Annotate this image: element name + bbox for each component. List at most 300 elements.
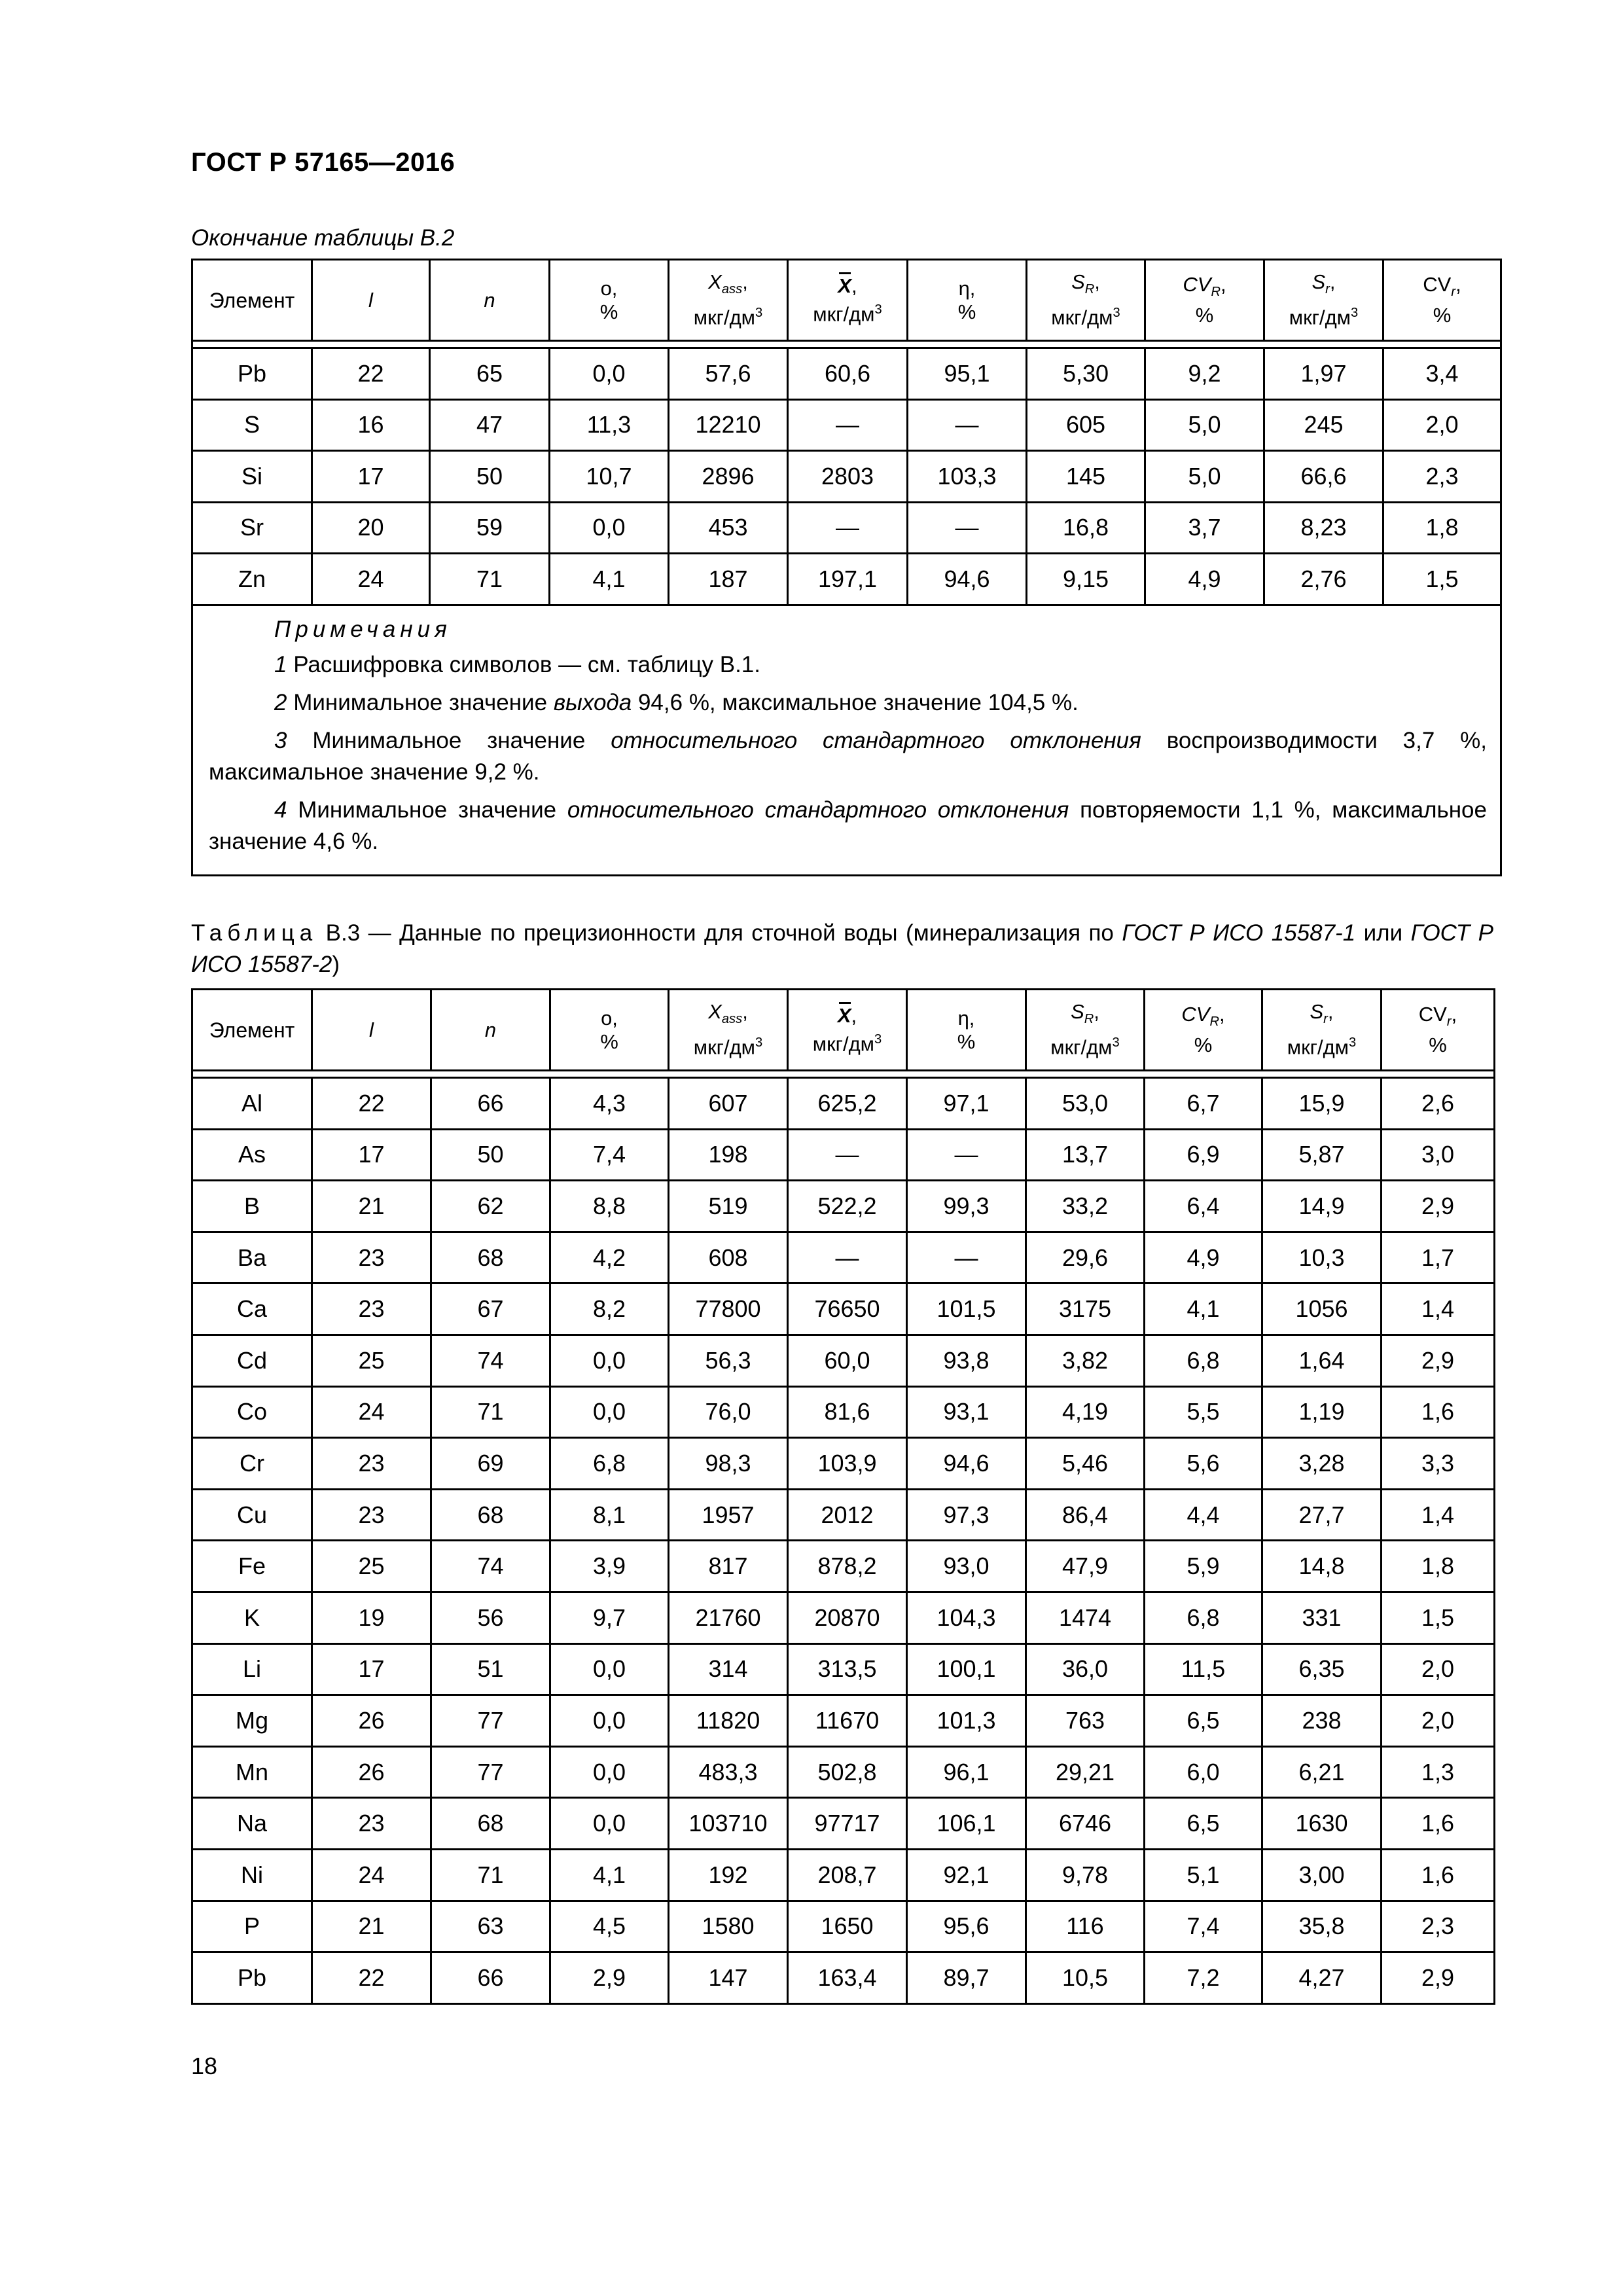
table-cell: 7,4 xyxy=(1145,1901,1262,1952)
col-header-cv-lower: $CV_r$, % xyxy=(1383,260,1501,341)
table-cell: 25 xyxy=(312,1541,431,1592)
table-cell: 100,1 xyxy=(907,1643,1026,1695)
table-cell: 6,4 xyxy=(1145,1181,1262,1232)
table-cell: 29,6 xyxy=(1026,1232,1145,1283)
table-cell: 93,1 xyxy=(907,1386,1026,1438)
table-cell: 4,5 xyxy=(550,1901,669,1952)
table-cell: 97,3 xyxy=(907,1489,1026,1541)
table-cell: 69 xyxy=(431,1438,550,1490)
table-cell: 4,3 xyxy=(550,1078,669,1130)
table-cell: As xyxy=(192,1129,312,1181)
col-header-sr-upper: $S_R$, мкг/$дм^3$ xyxy=(1027,260,1145,341)
table-cell: 4,27 xyxy=(1262,1952,1382,2004)
table-cell: 27,7 xyxy=(1262,1489,1382,1541)
table-cell: 6,8 xyxy=(1145,1592,1262,1643)
table-cell: 0,0 xyxy=(550,1386,669,1438)
table-cell: Co xyxy=(192,1386,312,1438)
table-cell: 47 xyxy=(430,399,550,451)
table-cell: 5,87 xyxy=(1262,1129,1382,1181)
table-row xyxy=(192,399,1501,451)
table-cell: 5,5 xyxy=(1145,1386,1262,1438)
table-cell: 50 xyxy=(431,1129,550,1181)
table-cell: 3,0 xyxy=(1382,1129,1495,1181)
table-cell: 245 xyxy=(1264,399,1383,451)
table-cell: 103710 xyxy=(669,1798,788,1850)
table-cell: 77800 xyxy=(669,1283,788,1335)
table-cell: 35,8 xyxy=(1262,1901,1382,1952)
table-cell: 22 xyxy=(312,1952,431,2004)
table-row xyxy=(192,1798,1495,1850)
table-cell: 9,7 xyxy=(550,1592,669,1643)
table-cell: 2896 xyxy=(669,451,788,503)
table-row xyxy=(192,1335,1495,1386)
col-header-xbar: X, мкг/$дм^3$ xyxy=(788,990,907,1071)
table-cell: 625,2 xyxy=(788,1078,907,1130)
table-cell: 10,3 xyxy=(1262,1232,1382,1283)
table-row xyxy=(192,502,1501,554)
table-cell: 20 xyxy=(312,502,430,554)
col-header-xbar: X, мкг/$дм^3$ xyxy=(788,260,908,341)
table-cell: 67 xyxy=(431,1283,550,1335)
table-cell: Na xyxy=(192,1798,312,1850)
table-cell: 1,4 xyxy=(1382,1283,1495,1335)
table-cell: Pb xyxy=(192,1952,312,2004)
note-1: 1 Расшифровка символов — см. таблицу В.1. xyxy=(274,651,760,677)
table-cell: 15,9 xyxy=(1262,1078,1382,1130)
table-cell: 4,9 xyxy=(1145,554,1264,605)
table-cell: 8,8 xyxy=(550,1181,669,1232)
table-cell: 5,46 xyxy=(1026,1438,1145,1490)
table-cell: 9,2 xyxy=(1145,348,1264,400)
table-cell: 66 xyxy=(431,1952,550,2004)
table-cell: 817 xyxy=(669,1541,788,1592)
table-cell: Ca xyxy=(192,1283,312,1335)
table-cell: 1474 xyxy=(1026,1592,1145,1643)
table-cell: 192 xyxy=(669,1849,788,1901)
table-cell: 6746 xyxy=(1026,1798,1145,1850)
table-cell: 20870 xyxy=(788,1592,907,1643)
table-cell: 106,1 xyxy=(907,1798,1026,1850)
table-cell: 97,1 xyxy=(907,1078,1026,1130)
table-cell: — xyxy=(908,399,1027,451)
table-cell: 1650 xyxy=(788,1901,907,1952)
table-cell: 23 xyxy=(312,1489,431,1541)
table-cell: 8,2 xyxy=(550,1283,669,1335)
table-cell: P xyxy=(192,1901,312,1952)
table-cell: 9,15 xyxy=(1027,554,1145,605)
table-cell: — xyxy=(788,1232,907,1283)
table-cell: 5,1 xyxy=(1145,1849,1262,1901)
table-cell: S xyxy=(192,399,312,451)
table-row xyxy=(192,348,1501,400)
table-cell: 331 xyxy=(1262,1592,1382,1643)
table-cell: 26 xyxy=(312,1746,431,1798)
col-header-sr-lower: $S_r$, мкг/$дм^3$ xyxy=(1262,990,1382,1071)
table-cell: 95,6 xyxy=(907,1901,1026,1952)
table-cell: 2,76 xyxy=(1264,554,1383,605)
table-cell: 0,0 xyxy=(550,1798,669,1850)
table-row xyxy=(192,1386,1495,1438)
table-cell: 59 xyxy=(430,502,550,554)
notes-cell xyxy=(192,605,1501,875)
table-row xyxy=(192,1283,1495,1335)
col-header-eta: η, % xyxy=(908,260,1027,341)
table-cell: 1,3 xyxy=(1382,1746,1495,1798)
table-cell: Zn xyxy=(192,554,312,605)
table-cell: 6,8 xyxy=(1145,1335,1262,1386)
note-2: 2 Минимальное значение выхода 94,6 %, максимальное значение 104,5 %. xyxy=(274,689,1079,715)
table-cell: 5,6 xyxy=(1145,1438,1262,1490)
table-cell: 197,1 xyxy=(788,554,908,605)
table-cell: 11,3 xyxy=(550,399,669,451)
table-cell: — xyxy=(788,1129,907,1181)
table-cell: 5,0 xyxy=(1145,451,1264,503)
table-cell: 12210 xyxy=(669,399,788,451)
table-cell: 17 xyxy=(312,1643,431,1695)
table-cell: 95,1 xyxy=(908,348,1027,400)
table-cell: Al xyxy=(192,1078,312,1130)
table-cell: 10,5 xyxy=(1026,1952,1145,2004)
page-number: 18 xyxy=(191,2053,218,2079)
table-cell: 7,4 xyxy=(550,1129,669,1181)
table-cell: 522,2 xyxy=(788,1181,907,1232)
table-cell: 8,1 xyxy=(550,1489,669,1541)
table-cell: 93,8 xyxy=(907,1335,1026,1386)
table-cell: 605 xyxy=(1027,399,1145,451)
table-cell: 86,4 xyxy=(1026,1489,1145,1541)
table-cell: 6,8 xyxy=(550,1438,669,1490)
table-cell: Pb xyxy=(192,348,312,400)
table-cell: 21 xyxy=(312,1181,431,1232)
table-row xyxy=(192,1695,1495,1747)
table-cell: 68 xyxy=(431,1489,550,1541)
table-row xyxy=(192,1901,1495,1952)
table-cell: 21760 xyxy=(669,1592,788,1643)
table-cell: Mn xyxy=(192,1746,312,1798)
table-cell: 0,0 xyxy=(550,1746,669,1798)
table-cell: 0,0 xyxy=(550,1643,669,1695)
table-cell: 24 xyxy=(312,1386,431,1438)
table-cell: 16 xyxy=(312,399,430,451)
table-cell: Cu xyxy=(192,1489,312,1541)
table-cell: 23 xyxy=(312,1438,431,1490)
table-cell: 0,0 xyxy=(550,348,669,400)
table-cell: 4,1 xyxy=(550,554,669,605)
table-cell: 1,19 xyxy=(1262,1386,1382,1438)
table-cell: 36,0 xyxy=(1026,1643,1145,1695)
table-b2-end xyxy=(191,259,1502,876)
table-cell: 4,1 xyxy=(1145,1283,1262,1335)
table-cell: 71 xyxy=(431,1849,550,1901)
table-cell: 97717 xyxy=(788,1798,907,1850)
table-cell: 11820 xyxy=(669,1695,788,1747)
table-cell: 56 xyxy=(431,1592,550,1643)
table-cell: 99,3 xyxy=(907,1181,1026,1232)
col-header-n: n xyxy=(430,260,550,341)
header-row xyxy=(192,990,1495,1071)
table-cell: 763 xyxy=(1026,1695,1145,1747)
table-cell: B xyxy=(192,1181,312,1232)
col-header-l: l xyxy=(312,260,430,341)
table-cell: 23 xyxy=(312,1232,431,1283)
table-cell: 103,9 xyxy=(788,1438,907,1490)
note-3: 3 Минимальное значение относительного стандартного отклонения воспроизводимости 3,7 %, максимальное значение 9,2 %. xyxy=(209,727,1488,785)
table-cell: 11,5 xyxy=(1145,1643,1262,1695)
table-cell: 163,4 xyxy=(788,1952,907,2004)
table-cell: 1056 xyxy=(1262,1283,1382,1335)
table-cell: 14,9 xyxy=(1262,1181,1382,1232)
col-header-element: Элемент xyxy=(192,990,312,1071)
table-cell: 3,00 xyxy=(1262,1849,1382,1901)
table-cell: 21 xyxy=(312,1901,431,1952)
table-cell: 2803 xyxy=(788,451,908,503)
table-cell: 8,23 xyxy=(1264,502,1383,554)
table-cell: 6,5 xyxy=(1145,1798,1262,1850)
table-cell: 98,3 xyxy=(669,1438,788,1490)
table-cell: 502,8 xyxy=(788,1746,907,1798)
table-cell: 2012 xyxy=(788,1489,907,1541)
table-cell: 1,4 xyxy=(1382,1489,1495,1541)
table-cell: 4,4 xyxy=(1145,1489,1262,1541)
table-cell: 17 xyxy=(312,1129,431,1181)
table-cell: 1630 xyxy=(1262,1798,1382,1850)
table-cell: 53,0 xyxy=(1026,1078,1145,1130)
table-cell: 68 xyxy=(431,1798,550,1850)
table-cell: 93,0 xyxy=(907,1541,1026,1592)
table-cell: 51 xyxy=(431,1643,550,1695)
table-cell: 6,5 xyxy=(1145,1695,1262,1747)
col-header-sr-lower: $S_r$, мкг/$дм^3$ xyxy=(1264,260,1383,341)
table-cell: 4,1 xyxy=(550,1849,669,1901)
table-cell: 22 xyxy=(312,348,430,400)
table-cell: 3,4 xyxy=(1383,348,1501,400)
table-cell: 17 xyxy=(312,451,430,503)
table-cell: 104,3 xyxy=(907,1592,1026,1643)
table-cell: 2,3 xyxy=(1382,1901,1495,1952)
table-cell: — xyxy=(788,399,908,451)
table-cell: 1,64 xyxy=(1262,1335,1382,1386)
table-b3 xyxy=(191,988,1495,2005)
table-cell: 24 xyxy=(312,1849,431,1901)
col-header-cv-upper: $CV_R$, % xyxy=(1145,990,1262,1071)
note-4: 4 Минимальное значение относительного стандартного отклонения повторяемости 1,1 %, максимальное значение 4,6 %. xyxy=(209,797,1487,854)
table-row xyxy=(192,1232,1495,1283)
table-cell: 6,21 xyxy=(1262,1746,1382,1798)
table-cell: 187 xyxy=(669,554,788,605)
table-cell: 57,6 xyxy=(669,348,788,400)
table-cell: 1,6 xyxy=(1382,1386,1495,1438)
notes-heading: Примечания xyxy=(274,616,452,642)
table-cell: 0,0 xyxy=(550,1695,669,1747)
table-cell: 89,7 xyxy=(907,1952,1026,2004)
table-cell: 607 xyxy=(669,1078,788,1130)
table-cell: 68 xyxy=(431,1232,550,1283)
table-cell: 0,0 xyxy=(550,502,669,554)
table-cell: 6,9 xyxy=(1145,1129,1262,1181)
table-cell: 74 xyxy=(431,1335,550,1386)
table-cell: 4,19 xyxy=(1026,1386,1145,1438)
table-cell: — xyxy=(907,1129,1026,1181)
table-row xyxy=(192,1952,1495,2004)
table-cell: 66,6 xyxy=(1264,451,1383,503)
table-row xyxy=(192,1129,1495,1181)
table-cell: Cr xyxy=(192,1438,312,1490)
table-cell: 13,7 xyxy=(1026,1129,1145,1181)
table-cell: 16,8 xyxy=(1027,502,1145,554)
table-cell: 29,21 xyxy=(1026,1746,1145,1798)
table-cell: 878,2 xyxy=(788,1541,907,1592)
col-header-sr-upper: $S_R$, мкг/$дм^3$ xyxy=(1026,990,1145,1071)
table-cell: — xyxy=(907,1232,1026,1283)
table-cell: 1957 xyxy=(669,1489,788,1541)
table-cell: 2,9 xyxy=(1382,1181,1495,1232)
table-cell: Fe xyxy=(192,1541,312,1592)
col-header-xass: $X_{ass}$, мкг/$дм^3$ xyxy=(669,990,788,1071)
table-cell: — xyxy=(908,502,1027,554)
table-cell: K xyxy=(192,1592,312,1643)
table-cell: Sr xyxy=(192,502,312,554)
table-cell: 198 xyxy=(669,1129,788,1181)
table-cell: — xyxy=(788,502,908,554)
document-title: ГОСТ Р 57165—2016 xyxy=(191,148,455,177)
table-row xyxy=(192,1746,1495,1798)
table-cell: 25 xyxy=(312,1335,431,1386)
table-cell: 76,0 xyxy=(669,1386,788,1438)
table-cell: 313,5 xyxy=(788,1643,907,1695)
table-cell: 92,1 xyxy=(907,1849,1026,1901)
table-cell: 608 xyxy=(669,1232,788,1283)
table-cell: Cd xyxy=(192,1335,312,1386)
table-row xyxy=(192,1438,1495,1490)
table-cell: 2,0 xyxy=(1383,399,1501,451)
table-cell: 145 xyxy=(1027,451,1145,503)
table-cell: 7,2 xyxy=(1145,1952,1262,2004)
table-cell: 4,9 xyxy=(1145,1232,1262,1283)
table-cell: Ba xyxy=(192,1232,312,1283)
table-cell: 10,7 xyxy=(550,451,669,503)
col-header-element: Элемент xyxy=(192,260,312,341)
table-cell: 0,0 xyxy=(550,1335,669,1386)
table-row xyxy=(192,1078,1495,1130)
table-cell: 5,30 xyxy=(1027,348,1145,400)
table-cell: 1,6 xyxy=(1382,1849,1495,1901)
table-row xyxy=(192,451,1501,503)
table-cell: 76650 xyxy=(788,1283,907,1335)
table-cell: 60,6 xyxy=(788,348,908,400)
col-header-l: l xyxy=(312,990,431,1071)
table-cell: 2,0 xyxy=(1382,1695,1495,1747)
table-row xyxy=(192,554,1501,605)
table-cell: 2,9 xyxy=(1382,1335,1495,1386)
notes-row xyxy=(192,605,1501,875)
table-cell: 71 xyxy=(431,1386,550,1438)
table-cell: 238 xyxy=(1262,1695,1382,1747)
table-cell: 519 xyxy=(669,1181,788,1232)
table-cell: 3,9 xyxy=(550,1541,669,1592)
table-cell: 101,5 xyxy=(907,1283,1026,1335)
table-cell: 1,7 xyxy=(1382,1232,1495,1283)
table-cell: 3175 xyxy=(1026,1283,1145,1335)
table-cell: 56,3 xyxy=(669,1335,788,1386)
table-cell: 62 xyxy=(431,1181,550,1232)
table-cell: 77 xyxy=(431,1746,550,1798)
table-cell: 81,6 xyxy=(788,1386,907,1438)
table-cell: 2,0 xyxy=(1382,1643,1495,1695)
table-cell: 24 xyxy=(312,554,430,605)
table-cell: 3,82 xyxy=(1026,1335,1145,1386)
table-cell: 66 xyxy=(431,1078,550,1130)
table-cell: 147 xyxy=(669,1952,788,2004)
table-cell: 3,28 xyxy=(1262,1438,1382,1490)
table-cell: 50 xyxy=(430,451,550,503)
table-cell: Si xyxy=(192,451,312,503)
table-cell: 3,3 xyxy=(1382,1438,1495,1490)
table-cell: 22 xyxy=(312,1078,431,1130)
table-cell: 1,8 xyxy=(1382,1541,1495,1592)
table-cell: 2,3 xyxy=(1383,451,1501,503)
col-header-n: n xyxy=(431,990,550,1071)
table-cell: 94,6 xyxy=(908,554,1027,605)
col-header-o: o, % xyxy=(550,990,669,1071)
table-cell: 1,8 xyxy=(1383,502,1501,554)
table-cell: 63 xyxy=(431,1901,550,1952)
table-row xyxy=(192,1849,1495,1901)
table-cell: 2,9 xyxy=(1382,1952,1495,2004)
table-cell: Mg xyxy=(192,1695,312,1747)
table-row xyxy=(192,1643,1495,1695)
table-cell: 19 xyxy=(312,1592,431,1643)
table-cell: 9,78 xyxy=(1026,1849,1145,1901)
table-cell: 11670 xyxy=(788,1695,907,1747)
table-cell: 77 xyxy=(431,1695,550,1747)
table-cell: 33,2 xyxy=(1026,1181,1145,1232)
header-row xyxy=(192,260,1501,341)
table-cell: 71 xyxy=(430,554,550,605)
table-cell: 1,6 xyxy=(1382,1798,1495,1850)
table-cell: 1,97 xyxy=(1264,348,1383,400)
table-cell: 96,1 xyxy=(907,1746,1026,1798)
table-cell: 1580 xyxy=(669,1901,788,1952)
table-row xyxy=(192,1592,1495,1643)
table-cell: 4,2 xyxy=(550,1232,669,1283)
table-cell: 453 xyxy=(669,502,788,554)
table-cell: Li xyxy=(192,1643,312,1695)
table-cell: 314 xyxy=(669,1643,788,1695)
table-cell: 6,35 xyxy=(1262,1643,1382,1695)
table-cell: 5,9 xyxy=(1145,1541,1262,1592)
table-cell: 2,6 xyxy=(1382,1078,1495,1130)
table-cell: 6,7 xyxy=(1145,1078,1262,1130)
table-cell: 103,3 xyxy=(908,451,1027,503)
table-cell: 3,7 xyxy=(1145,502,1264,554)
col-header-cv-lower: $CV_r$, % xyxy=(1382,990,1495,1071)
table-row xyxy=(192,1181,1495,1232)
table-cell: 101,3 xyxy=(907,1695,1026,1747)
table-row xyxy=(192,1541,1495,1592)
table-cell: 74 xyxy=(431,1541,550,1592)
header-gap-row xyxy=(192,341,1501,348)
table-cell: 2,9 xyxy=(550,1952,669,2004)
table-cell: 14,8 xyxy=(1262,1541,1382,1592)
table-cell: 26 xyxy=(312,1695,431,1747)
table-cell: 60,0 xyxy=(788,1335,907,1386)
table-cell: Ni xyxy=(192,1849,312,1901)
header-gap-row xyxy=(192,1071,1495,1078)
table-cell: 5,0 xyxy=(1145,399,1264,451)
table-cell: 47,9 xyxy=(1026,1541,1145,1592)
table-cell: 23 xyxy=(312,1798,431,1850)
col-header-xass: $X_{ass}$, мкг/$дм^3$ xyxy=(669,260,788,341)
